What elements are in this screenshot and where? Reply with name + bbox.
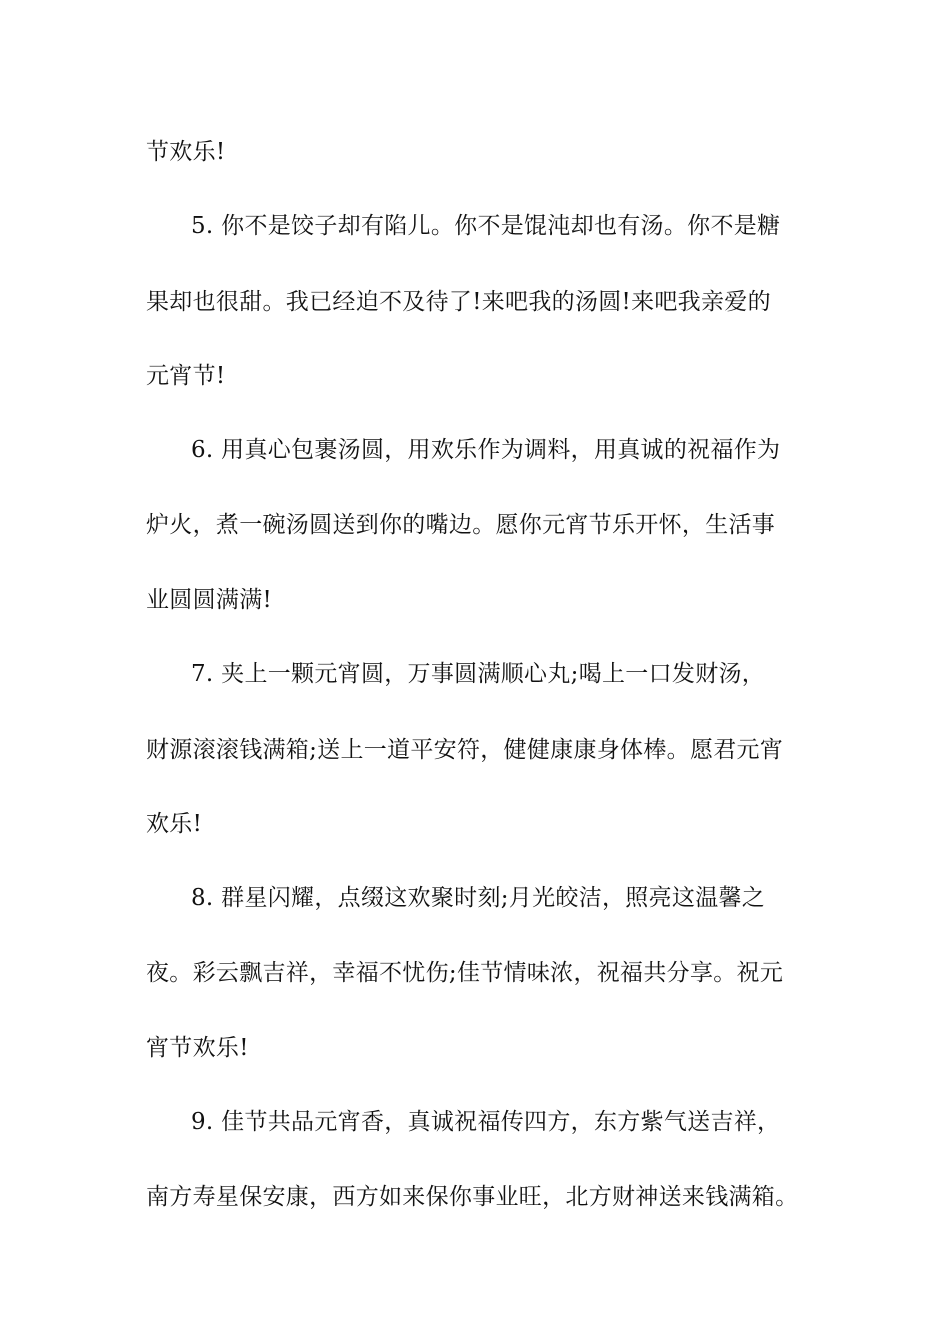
text-line: 6. 用真心包裹汤圆，用欢乐作为调料，用真诚的祝福作为 (191, 437, 781, 463)
text-line: 炉火，煮一碗汤圆送到你的嘴边。愿你元宵节乐开怀，生活事 (146, 512, 776, 538)
text-line: 欢乐! (146, 811, 203, 837)
text-line: 南方寿星保安康，西方如来保你事业旺，北方财神送来钱满箱。 (146, 1184, 799, 1210)
text-line: 果却也很甜。我已经迫不及待了!来吧我的汤圆!来吧我亲爱的 (146, 289, 771, 315)
text-line: 财源滚滚钱满箱;送上一道平安符，健健康康身体棒。愿君元宵 (146, 737, 784, 763)
text-line: 9. 佳节共品元宵香，真诚祝福传四方，东方紫气送吉祥， (191, 1109, 781, 1135)
text-line: 宵节欢乐! (146, 1035, 249, 1061)
text-line: 元宵节! (146, 363, 226, 389)
text-line: 7. 夹上一颗元宵圆，万事圆满顺心丸;喝上一口发财汤， (191, 661, 766, 687)
text-line: 夜。彩云飘吉祥，幸福不忧伤;佳节情味浓，祝福共分享。祝元 (146, 960, 784, 986)
text-line: 业圆圆满满! (146, 587, 273, 613)
text-line: 8. 群星闪耀，点缀这欢聚时刻;月光皎洁，照亮这温馨之 (191, 885, 766, 911)
text-line: 5. 你不是饺子却有陷儿。你不是馄沌却也有汤。你不是糖 (191, 213, 781, 239)
text-line: 节欢乐! (146, 139, 226, 165)
